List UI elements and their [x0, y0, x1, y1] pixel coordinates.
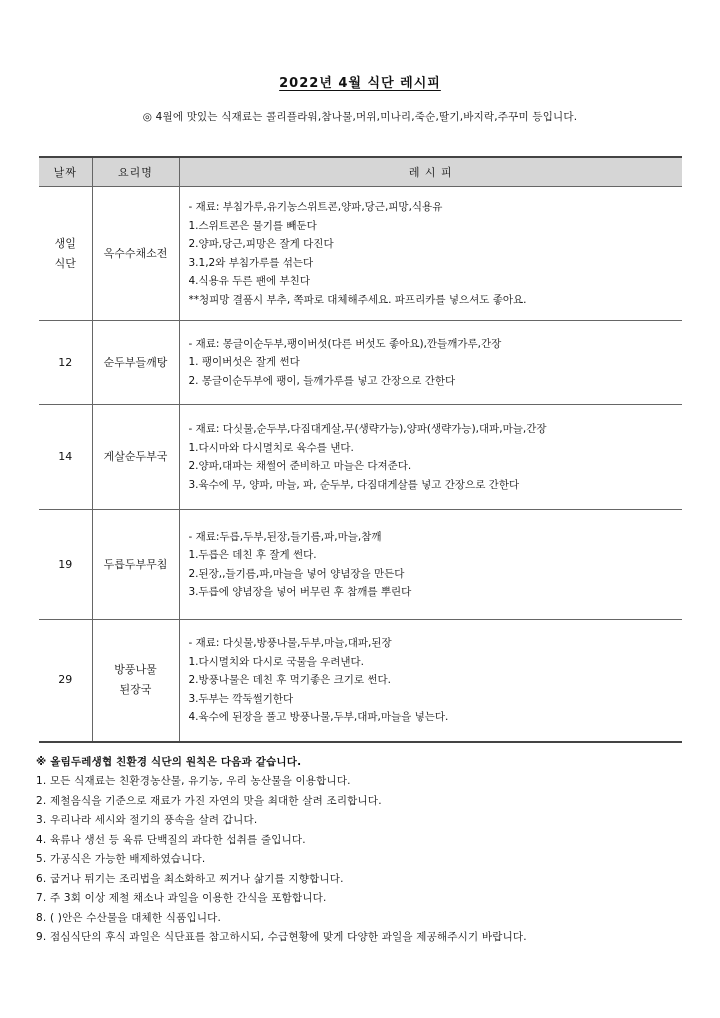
row-dish-name-line: 옥수수채소전 [103, 246, 168, 260]
row-dish-name-line: 방풍나물 [114, 663, 157, 677]
table-row [39, 187, 682, 321]
note-item: 8. ( )안은 수산물을 대체한 식품입니다. [36, 911, 222, 924]
recipe-line: 2.방풍나물은 데친 후 먹기좋은 크기로 썬다. [188, 674, 391, 686]
row-date [39, 620, 92, 742]
row-recipe [179, 405, 682, 510]
recipe-table-body [39, 187, 682, 742]
note-item: 7. 주 3회 이상 제철 채소나 과일을 이용한 간식을 포함합니다. [36, 892, 327, 904]
row-dish-name [92, 321, 179, 405]
row-dish-name [92, 405, 179, 510]
row-recipe [179, 620, 682, 742]
recipe-line: - 재료: 다싯물,순두부,다짐대게살,무(생략가능),양파(생략가능),대파,마늘,간장 [188, 423, 547, 435]
recipe-line: 3.두릅에 양념장을 넣어 버무린 후 참깨를 뿌린다 [188, 586, 412, 598]
table-header-row [39, 157, 682, 187]
note-item: 5. 가공식은 가능한 배제하였습니다. [36, 853, 206, 865]
recipe-line: 1.다시멸치와 다시로 국물을 우려낸다. [188, 655, 365, 668]
recipe-line: 2.양파,대파는 채썰어 준비하고 마늘은 다져준다. [188, 460, 412, 472]
row-date [39, 321, 92, 405]
row-dish-name-line: 두릅두부무침 [103, 557, 168, 571]
row-dish-name [92, 187, 179, 321]
row-dish-name [92, 510, 179, 620]
recipe-line: **청피망 결품시 부추, 쪽파로 대체해주세요. 파프리카를 넣으셔도 좋아요. [188, 293, 527, 306]
page-subtitle: ◎ 4월에 맛있는 식재료는 콜리플라워,참나물,머위,미나리,죽순,딸기,바지락,주꾸미 등입니다. [142, 111, 578, 123]
recipe-line: 1. 팽이버섯은 잘게 썬다 [188, 356, 300, 369]
row-date-line: 12 [58, 355, 73, 369]
row-dish-name-line: 게살순두부국 [103, 450, 168, 463]
row-recipe [179, 187, 682, 321]
row-recipe [179, 510, 682, 620]
note-item: 1. 모든 식재료는 친환경농산물, 유기농, 우리 농산물을 이용합니다. [36, 775, 351, 787]
recipe-line: 4.식용유 두른 팬에 부친다 [188, 275, 310, 287]
table-row [39, 405, 682, 510]
principles-notes [36, 752, 686, 948]
recipe-line: 2. 몽글이순두부에 팽이, 들깨가루를 넣고 간장으로 간한다 [188, 374, 456, 387]
recipe-line: 3.1,2와 부침가루를 섞는다 [188, 256, 314, 269]
header-dish: 요리명 [92, 157, 179, 187]
row-dish-name [92, 620, 179, 742]
row-recipe [179, 321, 682, 405]
note-item: 4. 육류나 생선 등 육류 단백질의 과다한 섭취를 줄입니다. [36, 833, 306, 846]
row-date [39, 405, 92, 510]
row-dish-name-line: 된장국 [119, 683, 152, 697]
recipe-line: 2.된장,,들기름,파,마늘을 넣어 양념장을 만든다 [188, 567, 405, 580]
recipe-line: 2.양파,당근,피망은 잘게 다진다 [188, 238, 334, 250]
header-date: 날짜 [39, 157, 92, 187]
recipe-line: 1.스위트콘은 물기를 빼둔다 [188, 219, 317, 232]
row-date [39, 510, 92, 620]
recipe-table [39, 156, 682, 743]
row-date-line: 식단 [54, 256, 76, 270]
note-item: 2. 제철음식을 기준으로 재료가 가진 자연의 맛을 최대한 살려 조리합니다. [36, 794, 382, 807]
recipe-line: 3.육수에 무, 양파, 마늘, 파, 순두부, 다짐대게살를 넣고 간장으로 간한다 [188, 478, 520, 491]
header-recipe: 레 시 피 [179, 157, 682, 187]
notes-list [36, 772, 686, 948]
row-date-line: 29 [58, 673, 73, 687]
row-date-line: 생일 [54, 236, 76, 250]
row-date-line: 19 [58, 557, 73, 571]
note-item: 3. 우리나라 세시와 절기의 풍속을 살려 갑니다. [36, 814, 258, 826]
note-item: 9. 점심식단의 후식 과일은 식단표를 참고하시되, 수급현황에 맞게 다양한 과일을 제공해주시기 바랍니다. [36, 931, 527, 943]
recipe-line: - 재료:두릅,두부,된장,들기름,파,마늘,참깨 [188, 530, 382, 543]
table-row [39, 510, 682, 620]
recipe-line: 1.두릅은 데친 후 잘게 썬다. [188, 549, 317, 561]
recipe-line: - 재료: 다싯물,방풍나물,두부,마늘,대파,된장 [188, 637, 392, 649]
row-date-line: 14 [58, 450, 73, 463]
table-row [39, 321, 682, 405]
recipe-line: 4.육수에 된장을 풀고 방풍나물,두부,대파,마늘을 넣는다. [188, 711, 449, 723]
table-row [39, 620, 682, 742]
recipe-line: 1.다시마와 다시멸치로 육수를 낸다. [188, 441, 354, 454]
row-date [39, 187, 92, 321]
recipe-line: - 재료: 부침가루,유기농스위트콘,양파,당근,피망,식용유 [188, 201, 443, 213]
note-item: 6. 굽거나 튀기는 조리법을 최소화하고 찌거나 삶기를 지향합니다. [36, 872, 344, 885]
notes-heading: ※ 올림두레생협 친환경 식단의 원칙은 다음과 같습니다. [36, 756, 302, 768]
recipe-line: - 재료: 몽글이순두부,팽이버섯(다른 버섯도 좋아요),깐들깨가루,간장 [188, 337, 502, 350]
recipe-line: 3.두부는 깍둑썰기한다 [188, 692, 294, 705]
page-title: 2022년 4월 식단 레시피 [279, 76, 441, 91]
row-dish-name-line: 순두부들깨탕 [103, 355, 168, 369]
